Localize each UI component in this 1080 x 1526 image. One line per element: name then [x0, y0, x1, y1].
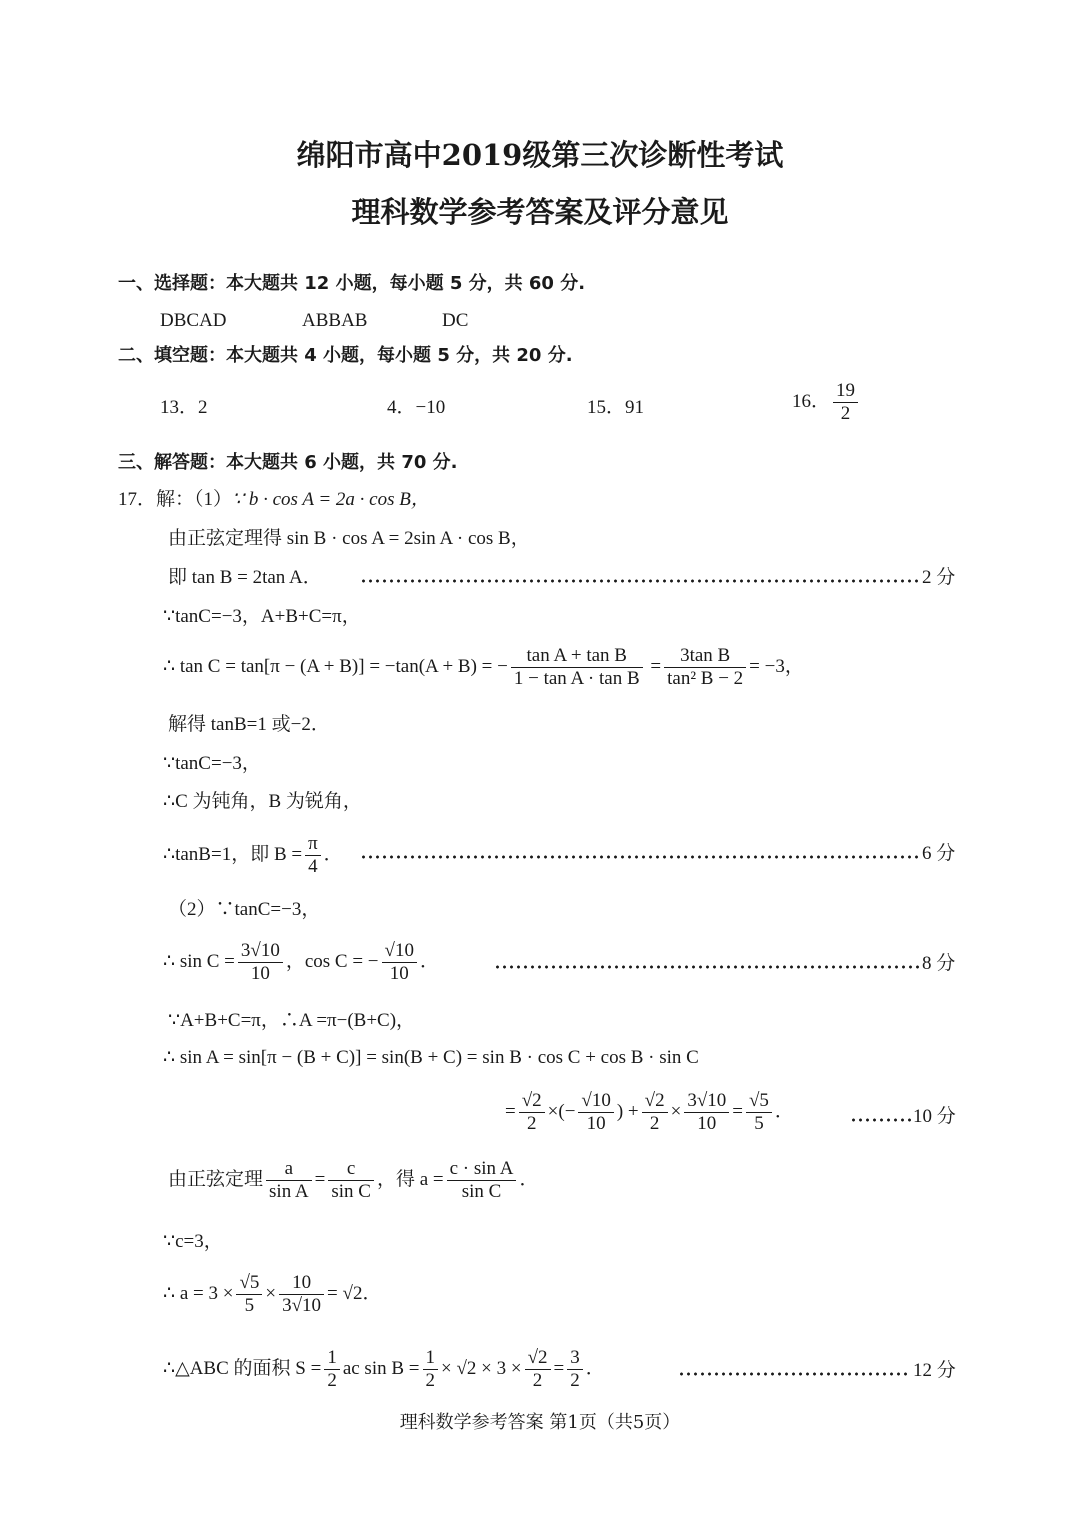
mc-answers-2: ABBAB	[302, 310, 368, 331]
q17-tan-line: 即 tan B = 2tan A．	[168, 567, 322, 588]
dot-leader	[360, 567, 920, 589]
fill-answer-15: 15．91	[587, 397, 645, 418]
page-title: 绵阳市高中2019级第三次诊断性考试	[296, 138, 784, 172]
q17-law-line: 由正弦定理 $\frac{a}{\text{sin A}}$ = $\frac{c}{\text{sin C}}$ ，得 a = $\frac{\text{c · sin A}}{\text{sin C}}$ ．	[168, 1158, 539, 1202]
dot-leader	[850, 1106, 912, 1128]
dot-leader	[360, 843, 920, 865]
q17-label: 17．解：（1）	[118, 489, 233, 510]
section3-heading: 三、解答题：本大题共 6 小题，共 70 分.	[118, 452, 458, 473]
q17-part2-line: （2）∵tanC=−3，	[168, 899, 321, 920]
fill-answer-13: 13．2	[160, 397, 208, 418]
q17-tanC2-line: ∵tanC=−3，	[163, 753, 261, 774]
q17-tanC-line: ∵tanC=−3，A+B+C=π，	[163, 606, 361, 627]
q17-first-line	[118, 487, 430, 513]
q17-given: ∵ b · cos A = 2a · cos B，	[232, 489, 430, 510]
page-footer: 理科数学参考答案 第1页（共5页）	[399, 1412, 681, 1433]
q17-expand-line: ∴ tan C = tan[π − (A + B)] = −tan(A + B) = − $\frac{\text{tan A + tan B}}{\text{1 − tan A · tan B}}$ = $\frac{\text{3tan B}}{\text{tan² B − 2}}$ = −3，	[163, 645, 804, 689]
mc-answers-3: DC	[442, 310, 469, 331]
score-mark: 2 分	[922, 567, 956, 588]
page-subtitle: 理科数学参考答案及评分意见	[351, 195, 729, 229]
mc-answers-1: DBCAD	[160, 310, 227, 331]
q17-solve-line: 解得 tanB=1 或−2．	[168, 714, 330, 735]
dot-leader	[678, 1360, 910, 1382]
fill-answer-14: 4．−10	[387, 397, 446, 418]
score-mark: 10 分	[913, 1106, 956, 1127]
score-mark: 8 分	[922, 953, 956, 974]
q17-sine-line: 由正弦定理得 sin B · cos A = 2sin A · cos B，	[168, 528, 530, 549]
q17-sinA-line: ∴ sin A = sin[π − (B + C)] = sin(B + C) = sin B · cos C + cos B · sin C	[163, 1047, 699, 1068]
q17-c-line: ∵c=3，	[163, 1231, 223, 1252]
score-mark: 12 分	[913, 1360, 956, 1381]
section2-heading: 二、填空题：本大题共 4 小题，每小题 5 分，共 20 分.	[118, 345, 573, 366]
fill-answer-16: 16． $\frac{19}{2}$	[792, 380, 861, 425]
section1-heading: 一、选择题：本大题共 12 小题，每小题 5 分，共 60 分.	[118, 273, 586, 294]
q17-sinC-line: ∴ sin C = $\frac{3√10}{10}$ ，cos C = − $\frac{√10}{10}$ ．	[163, 940, 439, 984]
score-mark: 6 分	[922, 843, 956, 864]
q17-calc-line: = $\frac{√2}{2}$ ×(− $\frac{√10}{10}$ ) + $\frac{√2}{2}$ × $\frac{3√10}{10}$ = $\frac{√5}{5}$ ．	[505, 1090, 794, 1134]
q17-B-line: ∴tanB=1，即 B = $\frac{\pi}{4}$ ．	[163, 833, 343, 877]
q17-A-line: ∵A+B+C=π，∴A =π−(B+C)，	[168, 1010, 416, 1031]
q17-a-calc-line: ∴ a = 3 × $\frac{√5}{5}$ × $\frac{10}{3√10}$ = √2．	[163, 1272, 382, 1316]
q17-obtuse-line: ∴C 为钝角，B 为锐角，	[163, 791, 362, 812]
q17-area-line: ∴△ABC 的面积 S = $\frac{1}{2}$ ac sin B = $\frac{1}{2}$ × √2 × 3 × $\frac{√2}{2}$ = $\frac{3}{2}$ ．	[163, 1347, 605, 1391]
dot-leader	[494, 953, 920, 975]
